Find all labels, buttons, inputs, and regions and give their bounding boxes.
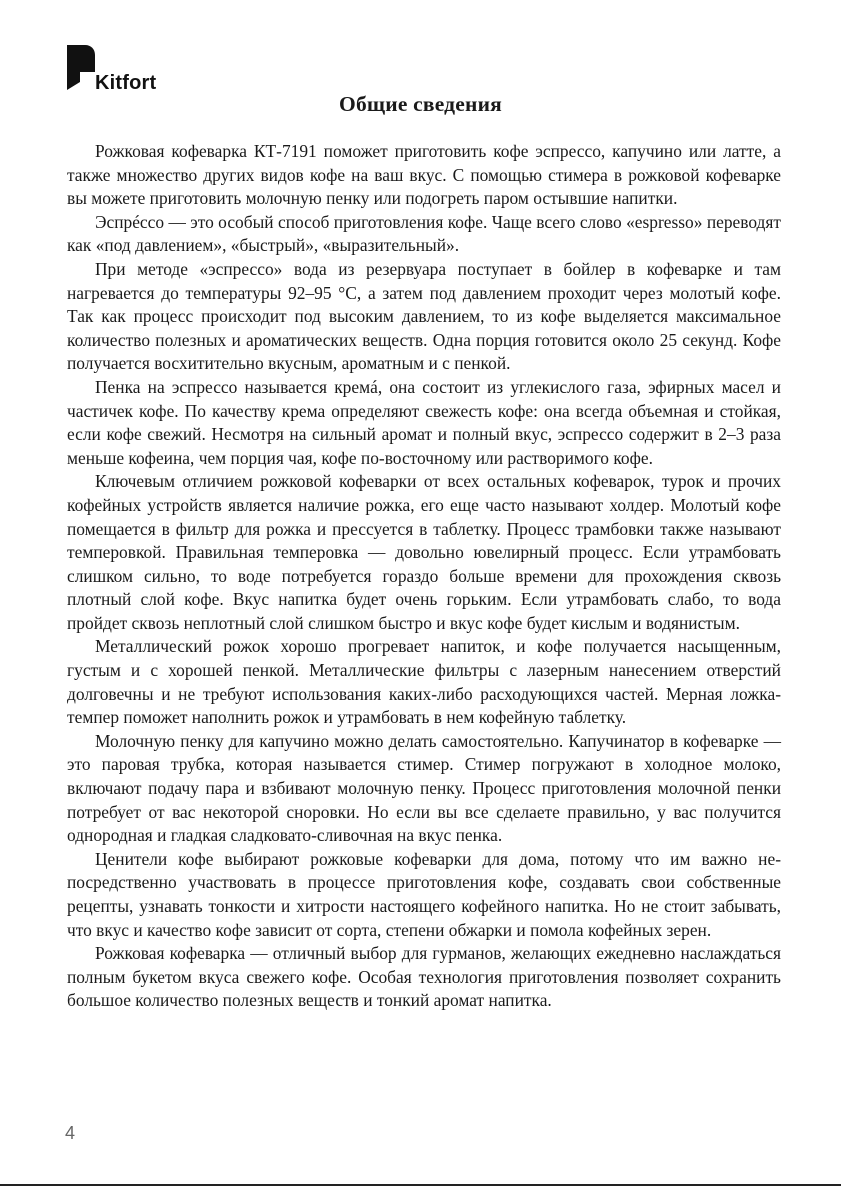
paragraph: Ключевым отличием рожковой кофеварки от всех остальных кофеварок, турок и прочих кофейных устройств является наличие рожка, его еще часто называют холдер. Молотый кофе помещается в фильтр для рожка и прессуется в таблетку. Процесс трамбовки также называют темперовкой. Правильная темперовка — довольно ювелирный процесс. Если утрамбовать слишком сильно, то воде потребуется гораздо больше времени для прохождения сквозь плотный слой кофе. Вкус напитка будет очень горьким. Если утрамбовать слабо, то вода пройдет сквозь неплотный слой слишком быстро и вкус кофе будет кислым и водянистым. <box>67 471 781 633</box>
paragraph: Эспрéссо — это особый способ приготовления кофе. Чаще всего слово «espresso» переводят как «под давлением», «быстрый», «выразительный». <box>67 211 781 256</box>
paragraph: Ценители кофе выбирают рожковые кофеварки для дома, потому что им важно непосредственно участвовать в процессе приготовления кофе, создавать свои собственные рецепты, узнавать тонкости и хитрости настоящего кофейного напитка. Но не стоит забывать, что вкус и качество кофе зависит от сорта, степени обжарки и помола кофейных зерен. <box>67 848 781 940</box>
paragraph: Рожковая кофеварка — отличный выбор для гурманов, желающих ежедневно наслаждаться полным букетом вкуса свежего кофе. Особая технология приготовления позволяет сохранить большое количество полезных веществ и тонкий аромат напитка. <box>67 943 781 1011</box>
paragraph: Рожковая кофеварка КТ-7191 поможет приготовить кофе эспрессо, капучино или латте, а также множество других видов кофе на ваш вкус. С помощью стимера в рожковой кофеварке вы можете приготовить молочную пенку или подогреть паром остывшие напитки. <box>67 141 781 209</box>
brand-logo <box>66 44 166 94</box>
page-title: Общие сведения <box>339 92 502 116</box>
paragraph: При методе «эспрессо» вода из резервуара поступает в бойлер в кофеварке и там нагревается до температуры 92–95 °С, а затем под давлением проходит через молотый кофе. Так как процесс происходит под высоким давлением, то из кофе выделяется максимальное количество полезных и ароматических веществ. Одна порция готовится около 25 секунд. Кофе получается восхитительно вкусным, ароматным и с пенкой. <box>67 258 781 374</box>
paragraph: Молочную пенку для капучино можно делать самостоятельно. Капучинатор в кофеварке — это паровая трубка, которая называется стимер. Стимер погружают в холодное молоко, включают подачу пара и взбивают молочную пенку. Процесс приготовления молочной пенки потребует от вас некоторой сноровки. Но если вы все сделаете правильно, у вас получится однородная и гладкая сладковато-сливочная на вкус пенка. <box>67 730 781 846</box>
paragraph: Металлический рожок хорошо прогревает напиток, и кофе получается насыщенным, густым и с хорошей пенкой. Металлические фильтры с лазерным нанесением отверстий долговечны и не требуют использования каких-либо расходующихся частей. Мерная ложка-темпер поможет наполнить рожок и утрамбовать в нем кофейную таблетку. <box>67 636 781 728</box>
body-text <box>67 140 781 1013</box>
paragraph: Пенка на эспрессо называется кремá, она состоит из углекислого газа, эфирных масел и частичек кофе. По качеству крема определяют свежесть кофе: она всегда объемная и стойкая, если кофе свежий. Несмотря на сильный аромат и полный вкус, эспрессо содержит в 2–3 раза меньше кофеина, чем порция чая, кофе по-восточному или растворимого кофе. <box>67 376 781 468</box>
page-number: 4 <box>65 1123 76 1143</box>
brand-name: Kitfort <box>95 72 157 94</box>
kitfort-logo-icon <box>66 44 96 90</box>
